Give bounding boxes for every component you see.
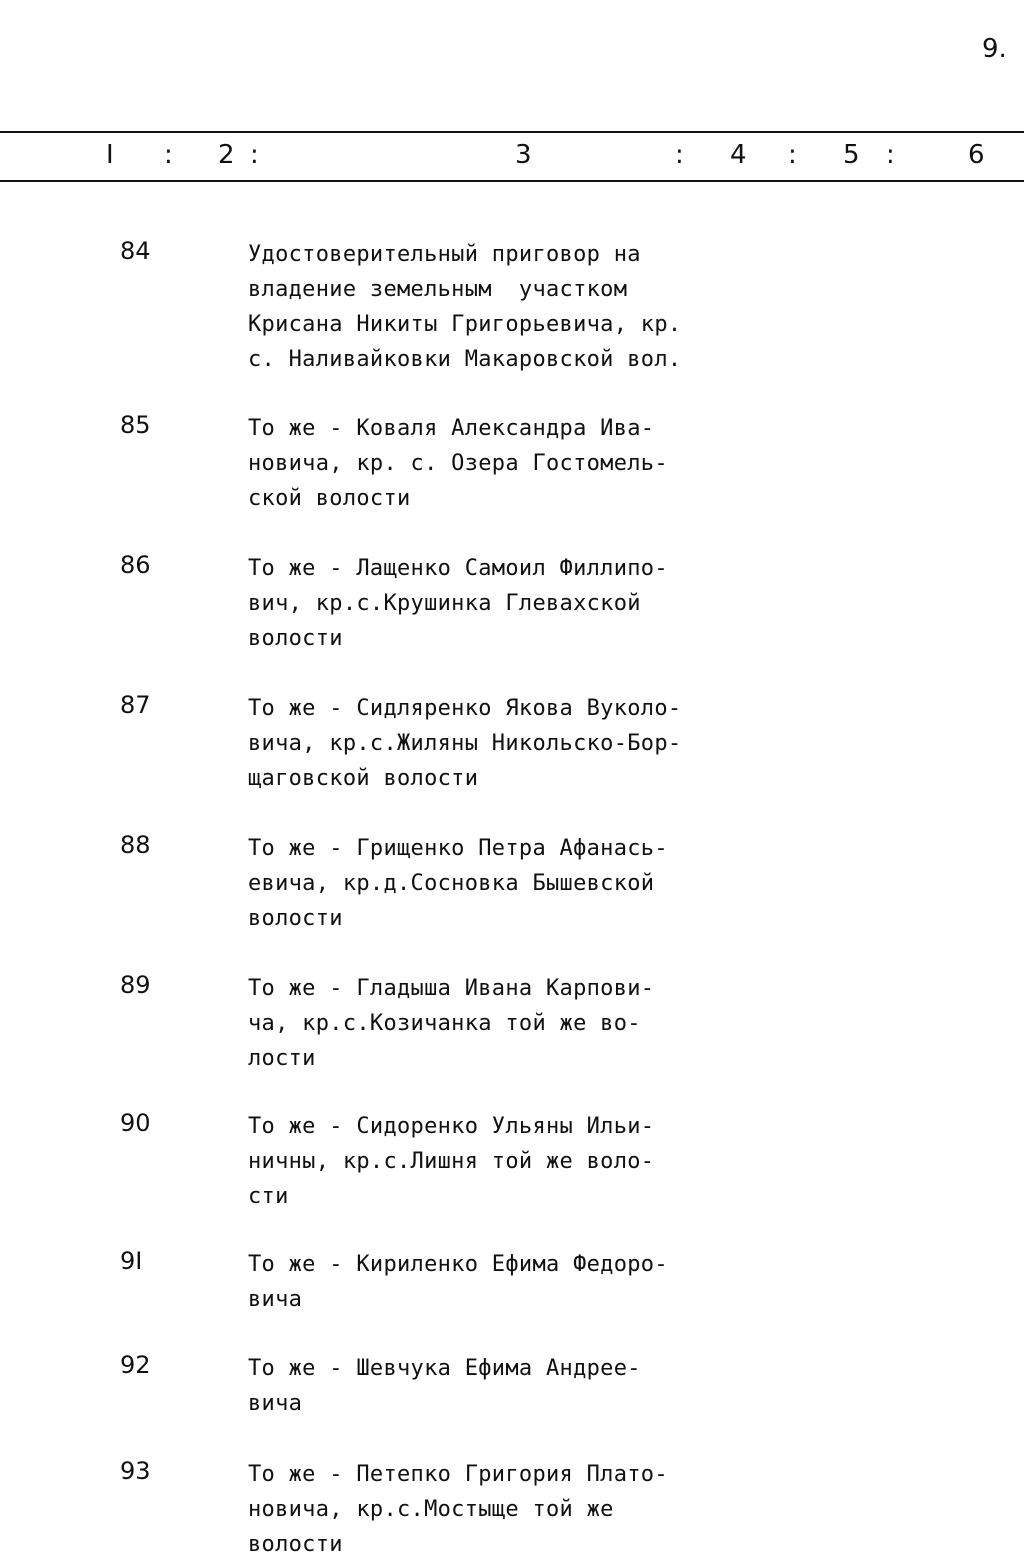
entry-number: 93 [120, 1457, 151, 1485]
entry-number: 90 [120, 1109, 151, 1137]
entry-number: 88 [120, 831, 151, 859]
entry-description [248, 1109, 654, 1214]
entry-line: То же - Петепко Григория Плато- [248, 1462, 668, 1487]
entry-line: с. Наливайковки Макаровской вол. [248, 347, 682, 372]
entry-number: 89 [120, 971, 151, 999]
entry-line: вича, кр.с.Жиляны Никольско-Бор- [248, 731, 682, 756]
entry-line: сти [248, 1184, 289, 1209]
entry-line: То же - Гладыша Ивана Карпови- [248, 976, 655, 1001]
entry-description [248, 237, 681, 377]
entry-description [248, 411, 668, 516]
column-number-5: 5 [843, 140, 860, 170]
entry-line: ской волости [248, 486, 411, 511]
entry-description [248, 691, 681, 796]
entry-line: ча, кр.с.Козичанка той же во- [248, 1011, 641, 1036]
column-separator: : [250, 140, 259, 170]
entry-line: щаговской волости [248, 766, 479, 791]
column-separator: : [164, 140, 173, 170]
entry-number: 9I [120, 1247, 143, 1275]
entry-line: новича, кр.с.Мостыще той же [248, 1497, 614, 1522]
entry-line: То же - Грищенко Петра Афанась- [248, 836, 668, 861]
entry-line: владение земельным участком [248, 277, 628, 302]
column-number-3: 3 [515, 140, 532, 170]
column-number-1: I [106, 140, 114, 170]
entry-line: волости [248, 1532, 343, 1557]
entry-line: То же - Сидоренко Ульяны Ильи- [248, 1114, 655, 1139]
entry-number: 86 [120, 551, 151, 579]
entry-line: новича, кр. с. Озера Гостомель- [248, 451, 668, 476]
column-separator: : [675, 140, 684, 170]
entry-line: вич, кр.с.Крушинка Глевахской [248, 591, 641, 616]
entry-number: 87 [120, 691, 151, 719]
entry-number: 85 [120, 411, 151, 439]
entry-line: Удостоверительный приговор на [248, 242, 641, 267]
page-number: 9. [982, 34, 1007, 64]
column-separator: : [886, 140, 895, 170]
entry-description [248, 1247, 668, 1317]
table-header-rule-bottom [0, 180, 1024, 182]
entry-number: 84 [120, 237, 151, 265]
entry-number: 92 [120, 1351, 151, 1379]
table-header-rule-top [0, 131, 1024, 133]
column-separator: : [788, 140, 797, 170]
entry-description [248, 971, 654, 1076]
entry-line: Крисана Никиты Григорьевича, кр. [248, 312, 682, 337]
entry-line: лости [248, 1046, 316, 1071]
entry-description [248, 1351, 641, 1421]
entry-line: вича [248, 1287, 303, 1312]
column-number-6: 6 [968, 140, 985, 170]
entry-line: То же - Сидляренко Якова Вуколо- [248, 696, 682, 721]
entry-description [248, 551, 668, 656]
entry-description [248, 1457, 668, 1562]
entry-line: То же - Шевчука Ефима Андрее- [248, 1356, 641, 1381]
column-number-2: 2 [218, 140, 235, 170]
entry-line: евича, кр.д.Сосновка Бышевской [248, 871, 655, 896]
entry-line: То же - Кириленко Ефима Федоро- [248, 1252, 668, 1277]
column-number-4: 4 [730, 140, 747, 170]
entry-line: ничны, кр.с.Лишня той же воло- [248, 1149, 655, 1174]
entry-description [248, 831, 668, 936]
entry-line: волости [248, 626, 343, 651]
entry-line: вича [248, 1391, 303, 1416]
entry-line: волости [248, 906, 343, 931]
entry-line: То же - Коваля Александра Ива- [248, 416, 655, 441]
entry-line: То же - Лащенко Самоил Филлипо- [248, 556, 668, 581]
